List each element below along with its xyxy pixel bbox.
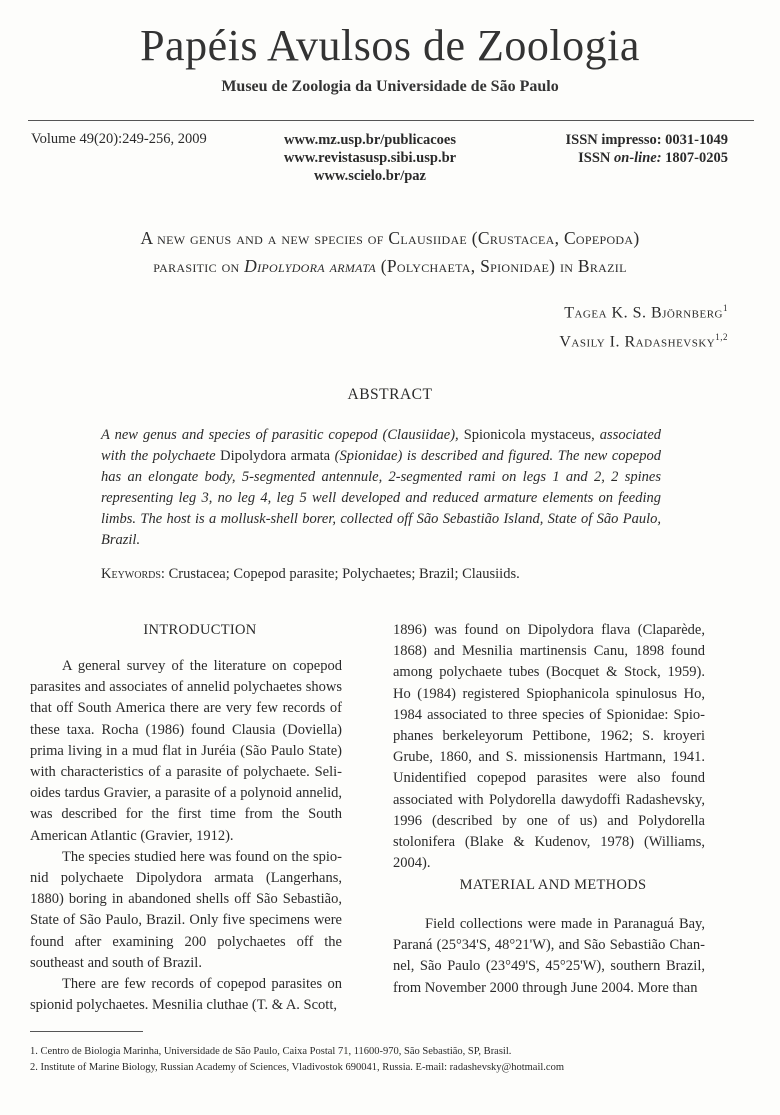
url-link[interactable]: www.revistasusp.sibi.usp.br <box>283 150 457 166</box>
authors <box>559 296 728 355</box>
url-link[interactable]: www.mz.usp.br/publicacoes <box>283 132 456 148</box>
intro-column-left <box>30 656 342 1016</box>
methods-paragraph: Field collections were made in Paranaguá Bay, Paraná (25°34'S, 48°21'W), and São Sebastião Channel, São Paulo (23°49'S, 45°25'W), southern Brazil, from November 2000 through June 2004. More than <box>393 916 705 996</box>
museum-name: Museu de Zoologia da Universidade de São Paulo <box>221 78 559 95</box>
keywords: Keywords: Crustacea; Copepod parasite; Polychaetes; Brazil; Clausiids. <box>101 566 520 582</box>
introduction-heading: INTRODUCTION <box>143 622 257 638</box>
footnote-2: 2. Institute of Marine Biology, Russian Academy of Sciences, Vladivostok 690041, Russia. E-mail: radashevsky@hotmail.com <box>30 1062 565 1073</box>
intro-paragraph: The species studied here was found on the spionid polychaete Dipolydora armata (Langerhans, 1880) boring in abandoned shells off São Sebastião, State of São Paulo, Brazil. Only five specimens were found after examining 200 polychaetes off the southeast and south of Brazil. <box>30 848 342 971</box>
issn-online: ISSN on-line: 1807-0205 <box>578 150 728 166</box>
title-line-1: A new genus and a new species of Clausiidae (Crustacea, Copepoda) <box>140 228 640 248</box>
author-1: Tagea K. S. Björnberg$^1$ <box>564 303 728 322</box>
intro-paragraph: There are few records of copepod parasites on spionid polychaetes. Mesnilia cluthae (T. & A. Scott, <box>30 976 342 1014</box>
methods-column <box>393 914 705 999</box>
intro-column-right <box>393 620 705 874</box>
methods-heading: MATERIAL AND METHODS <box>459 877 647 893</box>
issn-print: ISSN impresso: 0031-1049 <box>565 132 728 148</box>
url-link[interactable]: www.scielo.br/paz <box>314 168 426 184</box>
footnote-divider <box>30 1031 143 1032</box>
abstract-heading: ABSTRACT <box>347 386 433 403</box>
footnote-1: 1. Centro de Biologia Marinha, Universidade de São Paulo, Caixa Postal 71, 11600-970, São Sebastião, SP, Brasil. <box>30 1046 512 1057</box>
article-title <box>20 224 760 280</box>
journal-urls[interactable] <box>270 131 470 185</box>
author-2: Vasily I. Radashevsky$^{1,2}$ <box>559 332 728 351</box>
title-line-2: parasitic on Dipolydora armata (Polychaeta, Spionidae) in Brazil <box>153 256 627 276</box>
intro-paragraph: 1896) was found on Dipolydora flava (Claparède, 1868) and Mesnilia martinensis Canu, 1898 found among polychaete tubes (Bocquet & Stock, 1959). Ho (1984) registered Spiophanicola spinulosus Ho, 1984 associated to three species of Spionidae: Spiophanes berkeleyorum Pettibone, 1962; S. kroyeri Grube, 1860, and S. missionensis Hartmann, 1941. Unidentified copepod parasites were also found associated with Polydorella dawydoffi Radashevsky, 1996 (described by one of us) and Polydorella stolonifera (Blake & Kudenov, 1978) (Williams, 2004). <box>393 622 705 872</box>
journal-title: Papéis Avulsos de Zoologia <box>140 21 640 70</box>
abstract-text: A new genus and species of parasitic copepod (Clausiidae), Spionicola mystaceus, associated with the polychaete Dipolydora armata (Spionidae) is described and figured. The new copepod has an elongate body, 5-segmented antennule, 2-segmented rami on legs 1 and 2, 2 spines representing leg 3, no leg 4, leg 5 well developed and reduced armature elements on feeding limbs. The host is a mollusk-shell borer, collected off São Sebastião Island, State of São Paulo, Brazil. <box>101 427 662 548</box>
intro-paragraph: A general survey of the literature on copepod parasites and associates of annelid polychaetes shows that off South America there are very few records of these taxa. Rocha (1986) found Clausia (Doviella) prima living in a mud flat in Juréia (São Paulo State) with characteristics of a parasite of polychaete. Selioides tardus Gravier, a parasite of a polynoid annelid, was described for the first time from the South American Atlantic (Gravier, 1912). <box>30 658 342 844</box>
header-divider <box>28 120 754 121</box>
issn-block <box>566 131 728 167</box>
footnotes <box>30 1044 750 1076</box>
volume-info: Volume 49(20):249-256, 2009 <box>31 131 207 147</box>
